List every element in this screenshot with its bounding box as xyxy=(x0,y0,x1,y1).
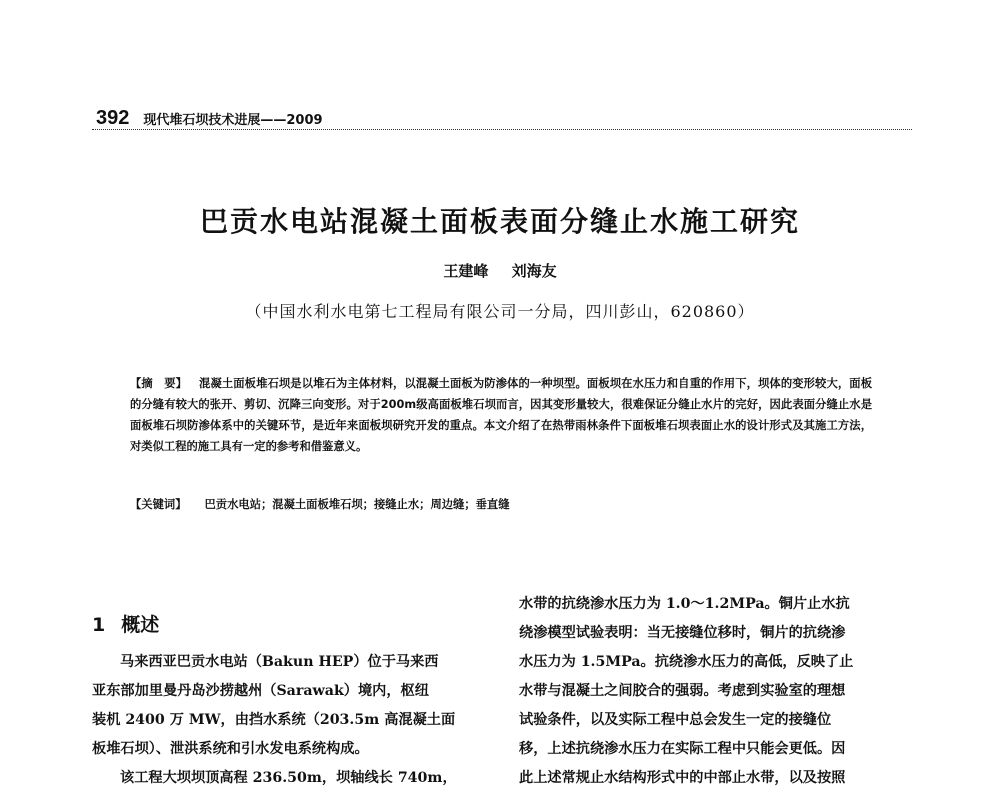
body-line: 板堆石坝）、泄洪系统和引水发电系统构成。 xyxy=(92,741,369,757)
body-line: 水带的抗绕渗水压力为 1.0～1.2MPa。铜片止水抗 xyxy=(519,596,850,612)
body-line: 此上述常规止水结构形式中的中部止水带，以及按照 xyxy=(519,770,846,786)
body-line: 亚东部加里曼丹岛沙捞越州（Sarawak）境内，枢纽 xyxy=(92,683,429,699)
keywords-label: 【关键词】 xyxy=(130,498,187,511)
body-line: 马来西亚巴贡水电站（Bakun HEP）位于马来西 xyxy=(120,654,439,670)
section-number: 1 xyxy=(92,614,106,636)
author-list xyxy=(0,260,1000,281)
keywords xyxy=(130,494,872,515)
body-line: 该工程大坝坝顶高程 236.50m，坝轴线长 740m， xyxy=(120,770,457,786)
abstract xyxy=(130,373,872,457)
body-line: 装机 2400 万 MW，由挡水系统（203.5m 高混凝土面 xyxy=(92,712,456,728)
page-number: 392 xyxy=(96,107,130,129)
author-name: 王建峰 xyxy=(443,262,489,280)
journal-title: 现代堆石坝技术进展——2009 xyxy=(143,113,323,128)
body-line: 水带与混凝土之间胶合的强弱。考虑到实验室的理想 xyxy=(519,683,846,699)
affiliation: （中国水利水电第七工程局有限公司一分局，四川彭山，620860） xyxy=(245,302,755,321)
abstract-label: 【摘 要】 xyxy=(130,377,188,390)
author-name: 刘海友 xyxy=(511,262,557,280)
body-line: 移，上述抗绕渗水压力在实际工程中只能会更低。因 xyxy=(519,741,846,757)
paper-title: 巴贡水电站混凝土面板表面分缝止水施工研究 xyxy=(199,205,800,238)
section-title: 概述 xyxy=(121,614,160,636)
header-divider xyxy=(92,129,912,130)
section-heading xyxy=(92,610,159,637)
body-line: 水压力为 1.5MPa。抗绕渗水压力的高低，反映了止 xyxy=(519,654,854,670)
keywords-text: 巴贡水电站；混凝土面板堆石坝；接缝止水；周边缝；垂直缝 xyxy=(204,498,510,511)
body-line: 试验条件，以及实际工程中总会发生一定的接缝位 xyxy=(519,712,832,728)
abstract-text: 混凝土面板堆石坝是以堆石为主体材料，以混凝土面板为防渗体的一种坝型。面板坝在水压力和自重的作用下，坝体的变形较大，面板的分缝有较大的张开、剪切、沉降三向变形。对于200m级高面板堆石坝而言，因其变形量较大，很难保证分缝止水片的完好，因此表面分缝止水是面板堆石坝防渗体系中的关键环节，是近年来面板坝研究开发的重点。本文介绍了在热带雨林条件下面板堆石坝表面止水的设计形式及其施工方法，对类似工程的施工具有一定的参考和借鉴意义。 xyxy=(130,377,872,453)
body-line: 绕渗模型试验表明：当无接缝位移时，铜片的抗绕渗 xyxy=(519,625,846,641)
